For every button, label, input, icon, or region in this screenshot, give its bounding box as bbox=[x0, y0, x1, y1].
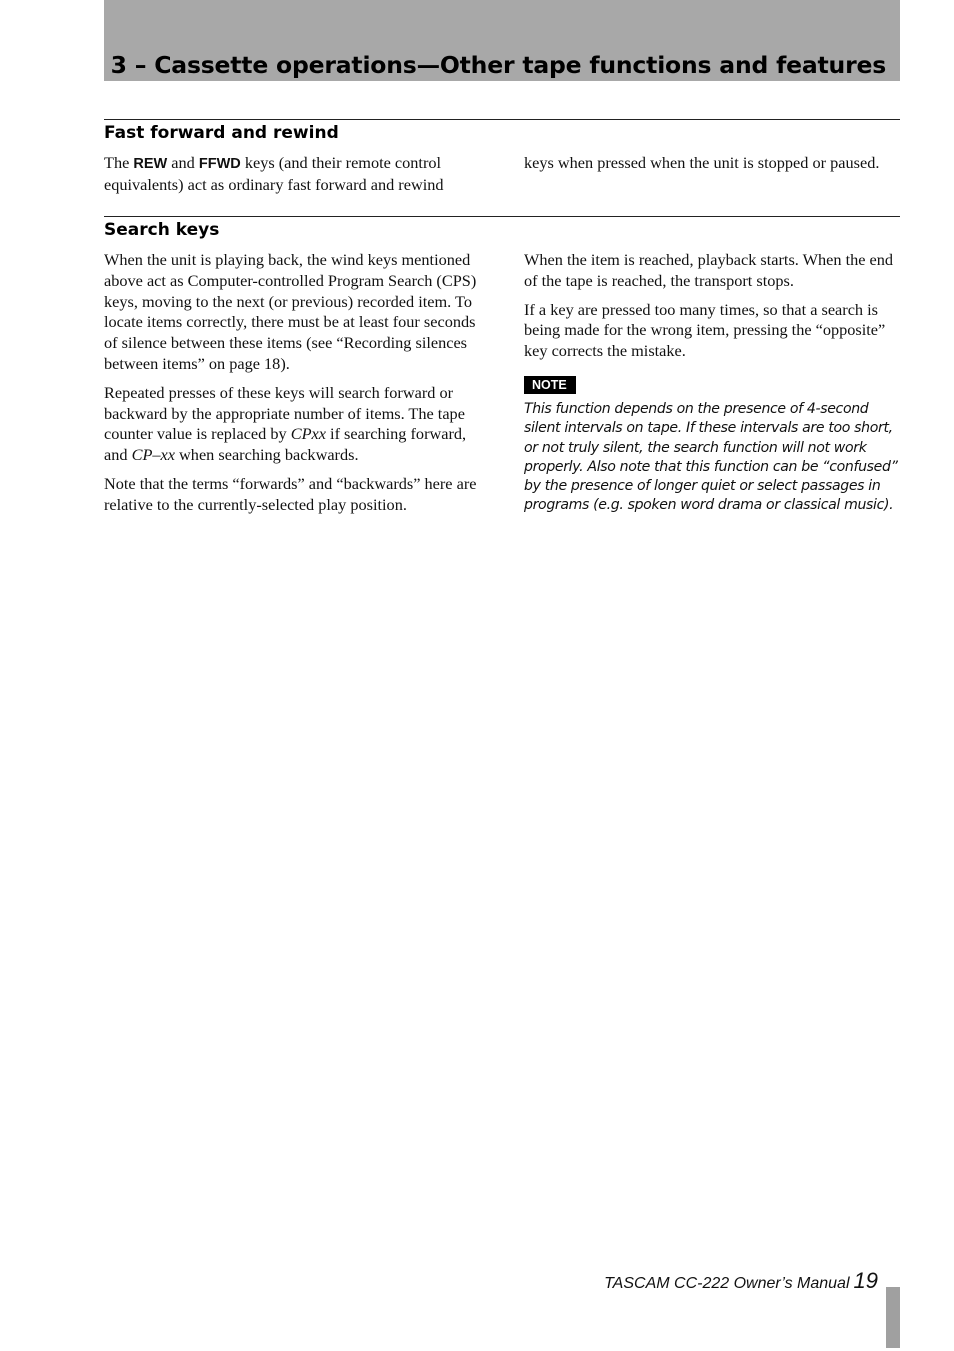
cpxx-display-text: CPxx bbox=[290, 424, 326, 444]
chapter-header-band bbox=[104, 0, 900, 81]
ffwd-key-label: FFWD bbox=[198, 156, 241, 172]
chapter-title: 3 – Cassette operations—Other tape functions and features bbox=[110, 51, 886, 79]
text-span: Repeated presses of these keys will search forward or backward by the appropriate number of items. The tape counter value is replaced by bbox=[104, 382, 465, 444]
text-span: if searching forward, and bbox=[104, 424, 467, 465]
rew-key-label: REW bbox=[133, 156, 168, 172]
fast-forward-paragraph-cont: keys when pressed when the unit is stopped or paused. bbox=[524, 153, 880, 172]
search-keys-right-column bbox=[524, 250, 900, 524]
thumb-index-tab bbox=[886, 1287, 900, 1348]
fast-forward-right-column bbox=[524, 153, 900, 182]
section-heading-search-keys: Search keys bbox=[104, 220, 220, 240]
text-span: and bbox=[167, 153, 199, 172]
page-footer bbox=[604, 1268, 878, 1294]
search-paragraph-4: When the item is reached, playback starts. When the end of the tape is reached, the transport stops. bbox=[524, 250, 894, 290]
search-keys-left-column bbox=[104, 250, 480, 524]
fast-forward-paragraph bbox=[104, 153, 480, 196]
section-divider bbox=[104, 216, 900, 217]
search-paragraph-1: When the unit is playing back, the wind keys mentioned above act as Computer-controlled Program Search (CPS) keys, moving to the next (or previous) recorded item. To locate items correctly, there must be at least four seconds of silence between these items (see “Recording silences between items” on page 18). bbox=[104, 250, 477, 373]
search-paragraph-3: Note that the terms “forwards” and “backwards” here are relative to the currently-selected play position. bbox=[104, 473, 477, 514]
text-span: keys (and their remote control equivalents) act as ordinary fast forward and rewind bbox=[104, 153, 444, 194]
search-paragraph-5: If a key are pressed too many times, so that a search is being made for the wrong item, pressing the “opposite” key corrects the mistake. bbox=[524, 299, 886, 361]
cp-minus-xx-display-text: CP–xx bbox=[131, 445, 175, 465]
fast-forward-left-column bbox=[104, 153, 480, 204]
search-paragraph-2 bbox=[104, 383, 480, 466]
manual-title: TASCAM CC-222 Owner’s Manual bbox=[604, 1275, 850, 1292]
note-text: This function depends on the presence of 4-second silent intervals on tape. If these intervals are too short, or not truly silent, the search function will not work properly. Also note that this function can be “confused” by the presence of longer quiet or select passages in programs (e.g. spoken word drama or classical music). bbox=[524, 400, 898, 514]
section-divider bbox=[104, 119, 900, 120]
text-span: when searching backwards. bbox=[174, 445, 359, 465]
page-number: 19 bbox=[853, 1268, 878, 1293]
section-heading-fast-forward: Fast forward and rewind bbox=[104, 123, 339, 143]
text-span: The bbox=[104, 153, 134, 172]
note-badge: NOTE bbox=[524, 376, 576, 394]
